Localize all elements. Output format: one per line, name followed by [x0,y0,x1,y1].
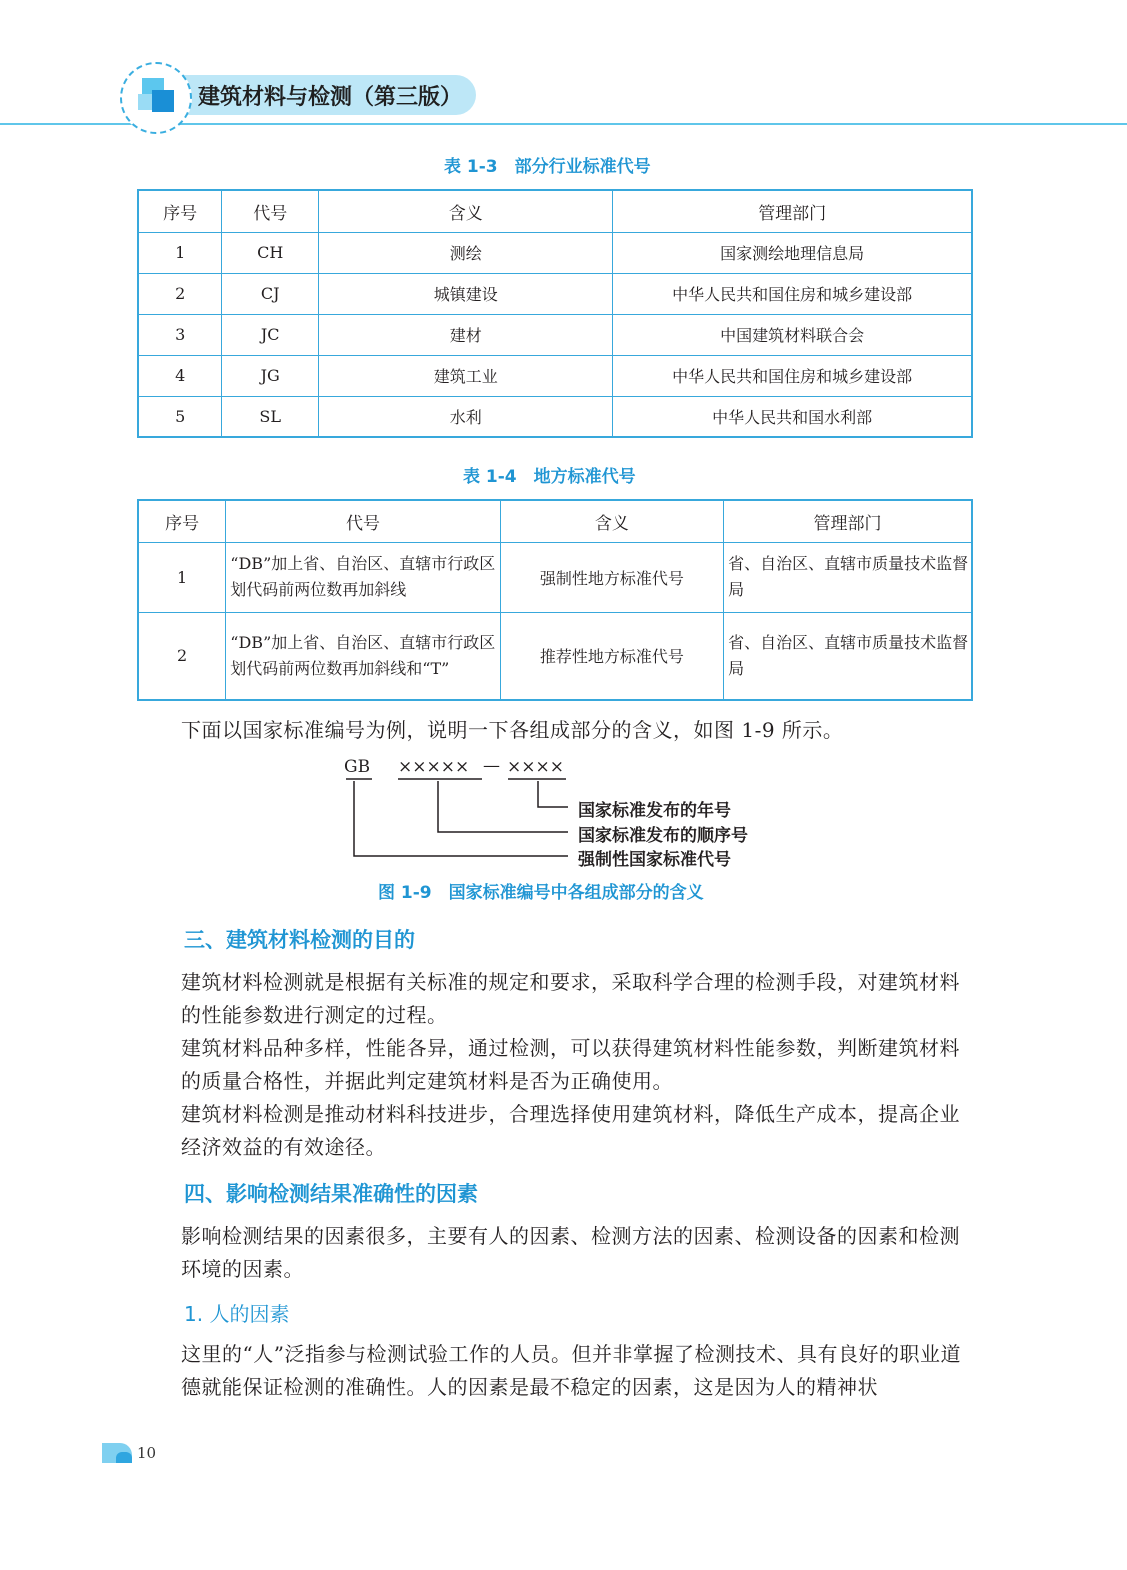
table-1-4 [137,499,973,701]
book-logo-icon [120,62,192,134]
table-row [138,396,972,437]
cell: 省、自治区、直辖市质量技术监督局 [724,542,972,612]
table-row [138,273,972,314]
subsection-1-body [137,1338,973,1404]
cell: 强制性地方标准代号 [500,542,723,612]
cell: 2 [138,273,222,314]
code-gb: GB [344,757,371,777]
section-3-heading: 三、建筑材料检测的目的 [184,928,415,952]
cell: CH [222,232,319,273]
header-cell: 含义 [319,190,613,232]
cell: 1 [138,542,226,612]
header-cell: 序号 [138,190,222,232]
table-row [138,612,972,700]
cell: 推荐性地方标准代号 [500,612,723,700]
table-row [138,355,972,396]
paragraph-text: 下面以国家标准编号为例，说明一下各组成部分的含义，如图 1-9 所示。 [181,718,844,742]
cell: 中国建筑材料联合会 [613,314,972,355]
cell: 2 [138,612,226,700]
cell: 中华人民共和国住房和城乡建设部 [613,273,972,314]
cell: 4 [138,355,222,396]
table-row [138,232,972,273]
header-cell: 管理部门 [724,500,972,542]
cell: “DB”加上省、自治区、直辖市行政区划代码前两位数再加斜线和“T” [226,612,500,700]
label-sequence: 国家标准发布的顺序号 [578,826,748,846]
cell: JC [222,314,319,355]
cell: 省、自治区、直辖市质量技术监督局 [724,612,972,700]
code-sequence: ××××× [398,757,470,777]
cell: 国家测绘地理信息局 [613,232,972,273]
header-cell: 代号 [222,190,319,232]
subsection-1-heading: 1. 人的因素 [184,1302,290,1326]
header-cell: 含义 [500,500,723,542]
paragraph-text: 影响检测结果的因素很多，主要有人的因素、检测方法的因素、检测设备的因素和检测环境的因素。 [181,1224,960,1281]
figure-1-9 [340,757,780,872]
cell: 3 [138,314,222,355]
section-4-body [137,1220,973,1286]
cell: 中华人民共和国住房和城乡建设部 [613,355,972,396]
header-cell: 管理部门 [613,190,972,232]
page-number: 10 [137,1444,157,1462]
page-corner-accent [116,1452,132,1463]
cell: 1 [138,232,222,273]
label-gb: 强制性国家标准代号 [578,850,731,870]
table-1-4-caption: 表 1-4 地方标准代号 [463,467,636,487]
section-3-body [137,966,973,1164]
section-4-heading: 四、影响检测结果准确性的因素 [184,1182,478,1206]
paragraph-text: 建筑材料品种多样，性能各异，通过检测，可以获得建筑材料性能参数，判断建筑材料的质量合格性，并据此判定建筑材料是否为正确使用。 [181,1036,960,1093]
cell: 测绘 [319,232,613,273]
cell: “DB”加上省、自治区、直辖市行政区划代码前两位数再加斜线 [226,542,500,612]
cell: SL [222,396,319,437]
cell: 水利 [319,396,613,437]
table-1-3-caption: 表 1-3 部分行业标准代号 [444,157,651,177]
paragraph-text: 这里的“人”泛指参与检测试验工作的人员。但并非掌握了检测技术、具有良好的职业道德就能保证检测的准确性。人的因素是最不稳定的因素，这是因为人的精神状 [181,1342,961,1399]
cell: 5 [138,396,222,437]
table-row [138,542,972,612]
table-1-3 [137,189,973,438]
header-cell: 序号 [138,500,226,542]
table-row [138,314,972,355]
cell: JG [222,355,319,396]
table-header-row [138,500,972,542]
header-cell: 代号 [226,500,500,542]
cell: 中华人民共和国水利部 [613,396,972,437]
intro-paragraph [137,714,973,747]
paragraph-text: 建筑材料检测就是根据有关标准的规定和要求，采取科学合理的检测手段，对建筑材料的性能参数进行测定的过程。 [181,970,960,1027]
figure-1-9-caption: 图 1-9 国家标准编号中各组成部分的含义 [378,883,704,903]
code-dash: — [483,756,500,776]
cell: 建材 [319,314,613,355]
code-year: ×××× [507,757,564,777]
table-header-row [138,190,972,232]
cell: 城镇建设 [319,273,613,314]
label-year: 国家标准发布的年号 [578,801,731,821]
cell: CJ [222,273,319,314]
paragraph-text: 建筑材料检测是推动材料科技进步，合理选择使用建筑材料，降低生产成本，提高企业经济效益的有效途径。 [181,1102,960,1159]
book-title: 建筑材料与检测（第三版） [198,85,463,110]
cell: 建筑工业 [319,355,613,396]
